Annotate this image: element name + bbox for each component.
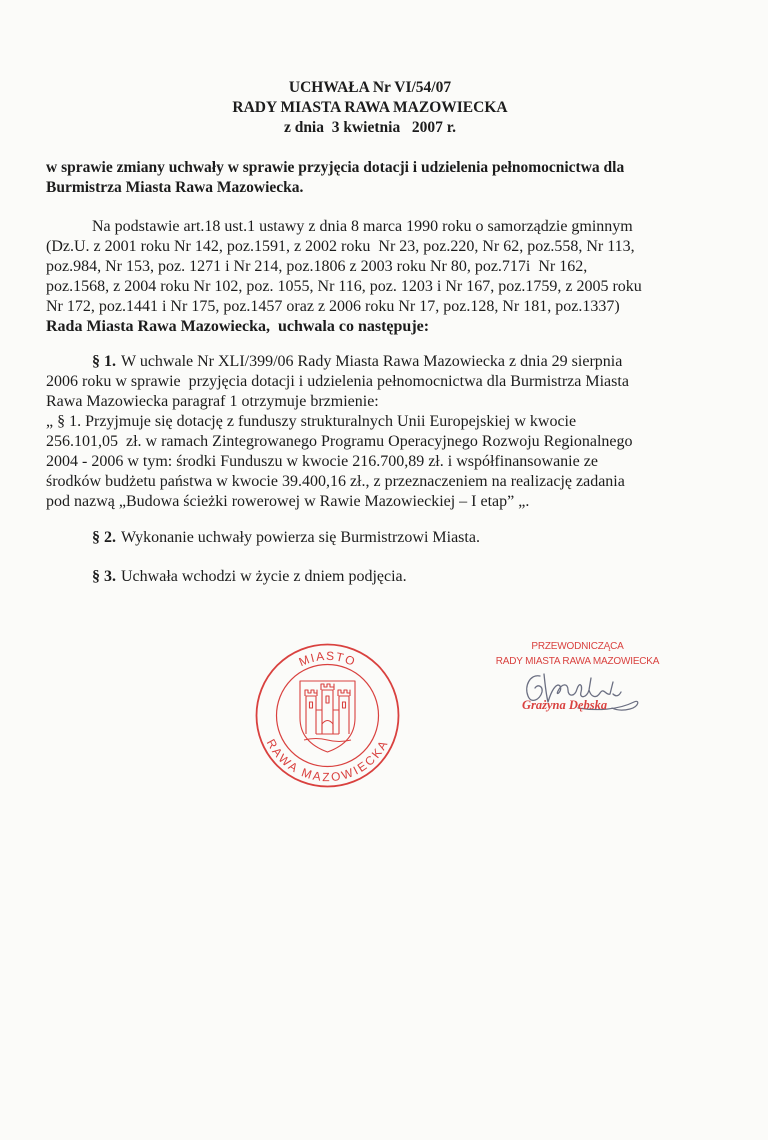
paragraph-line [46,352,726,372]
paragraph-line: 256.101,05 zł. w ramach Zintegrowanego Programu Operacyjnego Rozwoju Regionalnego [46,433,633,450]
paragraph-line: pod nazwą „Budowa ścieżki rowerowej w Rawie Mazowieckiej – I etap” „. [46,493,530,510]
resolution-subject [46,158,726,198]
subject-line: w sprawie zmiany uchwały w sprawie przyjęcia dotacji i udzielenia pełnomocnictwa dla [46,159,625,176]
signature-stamp [470,638,685,733]
coat-of-arms-icon [300,681,355,752]
legal-basis-line: Nr 172, poz.1441 i Nr 175, poz.1457 oraz z 2006 roku Nr 17, poz.128, Nr 181, poz.1337) [46,298,620,315]
header-date: z dnia 3 kwietnia 2007 r. [283,119,457,136]
paragraph-line [46,528,726,548]
legal-basis-line: poz.1568, z 2004 roku Nr 102, poz. 1055, Nr 116, poz. 1203 i Nr 167, poz.1759, z 2005 roku [46,278,642,295]
legal-basis-line: (Dz.U. z 2001 roku Nr 142, poz.1591, z 2002 roku Nr 23, poz.220, Nr 62, poz.558, Nr 113, [46,238,635,255]
paragraph-line: Rawa Mazowiecka paragraf 1 otrzymuje brzmienie: [46,393,379,410]
paragraph-line: środków budżetu państwa w kwocie 39.400,16 zł., z przeznaczeniem na realizację zadania [46,473,625,490]
legal-basis-line: Na podstawie art.18 ust.1 ustawy z dnia 8 marca 1990 roku o samorządzie gminnym [92,218,633,235]
seal-outer-ring [257,645,399,787]
paragraph-text: Uchwała wchodzi w życie z dniem podjęcia. [121,568,407,585]
paragraph-line [46,567,726,587]
city-seal-stamp [250,638,405,793]
paragraph-1 [46,352,726,512]
paragraph-line: „ § 1. Przyjmuje się dotację z funduszy strukturalnych Unii Europejskiej w kwocie [46,413,577,430]
legal-basis [46,217,726,337]
resolution-clause: Rada Miasta Rawa Mazowiecka, uchwala co następuje: [46,318,430,335]
handwritten-signature [518,664,648,724]
signature-council: RADY MIASTA RAWA MAZOWIECKA [495,656,660,667]
legal-basis-line: poz.984, Nr 153, poz. 1271 i Nr 214, poz.1806 z 2003 roku Nr 80, poz.717i Nr 162, [46,258,588,275]
paragraph-2 [46,528,726,548]
paragraph-text: Wykonanie uchwały powierza się Burmistrzowi Miasta. [121,529,480,546]
seal-inner-ring [277,665,379,767]
resolution-header [46,78,694,138]
paragraph-number: § 1. [92,353,116,370]
signatory-name: Grażyna Dębska [522,698,608,712]
seal-bottom-text: RAWA MAZOWIECKA [263,736,392,785]
paragraph-number: § 3. [92,568,116,585]
subject-line: Burmistrza Miasta Rawa Mazowiecka. [46,179,304,196]
signature-title: PRZEWODNICZĄCA [531,641,624,652]
paragraph-line: 2004 - 2006 w tym: środki Funduszu w kwocie 216.700,89 zł. i współfinansowanie ze [46,453,598,470]
paragraph-3 [46,567,726,587]
header-council: RADY MIASTA RAWA MAZOWIECKA [232,99,508,116]
paragraph-number: § 2. [92,529,116,546]
seal-top-text: MIASTO [296,648,359,670]
header-title: UCHWAŁA Nr VI/54/07 [288,79,452,96]
paragraph-line: 2006 roku w sprawie przyjęcia dotacji i udzielenia pełnomocnictwa dla Burmistrza Miasta [46,373,629,390]
paragraph-text: W uchwale Nr XLI/399/06 Rady Miasta Rawa Mazowiecka z dnia 29 sierpnia [121,353,623,370]
